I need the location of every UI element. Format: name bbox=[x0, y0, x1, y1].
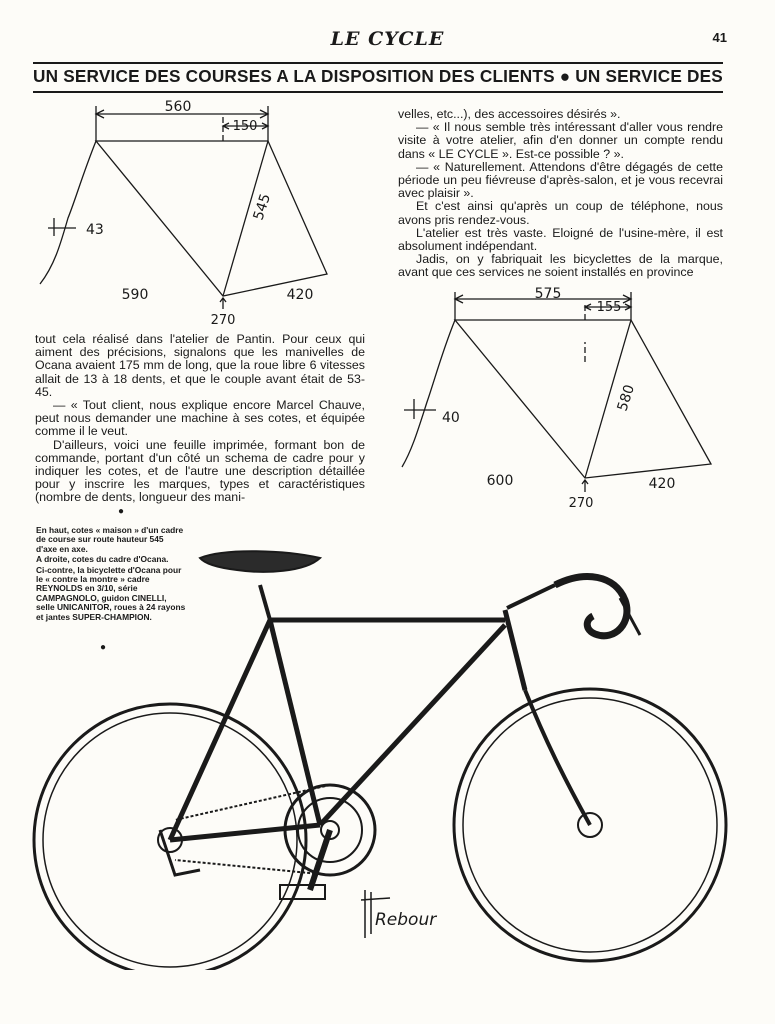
dim-seat-tube: 545 bbox=[250, 191, 275, 223]
paragraph: D'ailleurs, voici une feuille imprimée, formant bon de commande, portant d'un côté un schema de cadre pour y indiquer les cotes, et de l'autre une description détaillée pour y inscrire les marques, types et caractéristiques (nombre de dents, longueur des mani- bbox=[35, 437, 365, 505]
artist-signature bbox=[361, 890, 437, 938]
pedal bbox=[280, 885, 325, 899]
stem bbox=[507, 585, 555, 608]
paragraph: — « Tout client, nous explique encore Marcel Chauve, peut nous demander une machine à ses cotes, et équipée comme il le veut. bbox=[35, 398, 365, 439]
caption-line: En haut, cotes « maison » d'un cadre de course sur route hauteur 545 d'axe en axe. bbox=[36, 525, 184, 554]
frame-diagram-house bbox=[30, 96, 370, 336]
fork bbox=[525, 690, 590, 825]
paragraph: tout cela réalisé dans l'atelier de Pantin. Pour ceux qui aiment des précisions, signalons que les manivelles de Ocana avaient 175 mm de long, que la roue libre 6 vitesses allait de 13 à 18 dents, et que le couple avant était de 53-45. bbox=[35, 332, 365, 399]
paragraph: L'atelier est très vaste. Eloigné de l'usine-mère, il est absolument indépendant. bbox=[398, 225, 723, 254]
page-number: 41 bbox=[712, 30, 727, 45]
signature-text: Rebour bbox=[375, 910, 437, 930]
banner-bottom-rule bbox=[33, 91, 723, 93]
crank-arm bbox=[310, 830, 330, 890]
caption-line: A droite, cotes du cadre d'Ocana. bbox=[36, 554, 169, 565]
left-column-text bbox=[35, 333, 365, 505]
bullet-icon: ● bbox=[118, 506, 125, 517]
dim-down-tube: 600 bbox=[486, 473, 514, 489]
dim-setback: 150 bbox=[232, 119, 258, 134]
dim-down-tube: 590 bbox=[121, 287, 149, 303]
dim-fork-offset: 43 bbox=[86, 222, 104, 238]
magazine-title: LE CYCLE bbox=[330, 28, 445, 50]
dim-top-tube: 560 bbox=[164, 99, 192, 115]
handlebar bbox=[555, 577, 627, 636]
dim-seat-tube: 580 bbox=[614, 382, 639, 414]
paragraph: — « Il nous semble très intéressant d'aller vous rendre visite à votre atelier, afin d'en donner un compte rendu dans « LE CYCLE ». Est-ce possible ? ». bbox=[398, 120, 723, 161]
frame-diagram-ocana bbox=[390, 282, 730, 517]
dim-chainstay: 420 bbox=[286, 287, 314, 303]
paragraph: velles, etc...), des accessoires désirés ». bbox=[398, 107, 621, 121]
dim-setback: 155 bbox=[596, 300, 622, 315]
dim-top-tube: 575 bbox=[534, 286, 562, 302]
bullet-icon: ● bbox=[100, 642, 107, 653]
frame-diagram-house-labels bbox=[86, 99, 313, 328]
caption-line: Ci-contre, la bicyclette d'Ocana pour le « contre la montre » cadre REYNOLDS en 3/10, série CAMPAGNOLO, guidon CINELLI, selle UNICANITOR, roues à 24 rayons et jantes SUPER-CHAMPION. bbox=[36, 564, 186, 622]
dim-fork-offset: 40 bbox=[442, 410, 460, 426]
bike-frame bbox=[170, 610, 525, 840]
dim-bb-height: 270 bbox=[210, 313, 236, 328]
dim-chainstay: 420 bbox=[648, 476, 676, 492]
paragraph: Et c'est ainsi qu'après un coup de téléphone, nous avons pris rendez-vous. bbox=[398, 199, 723, 227]
bicycle-illustration bbox=[25, 530, 745, 970]
paragraph: Jadis, on y fabriquait les bicyclettes de la marque, avant que ces services ne soient installés en province bbox=[398, 252, 723, 280]
dim-bb-height: 270 bbox=[568, 496, 594, 511]
right-column-text bbox=[398, 108, 723, 280]
paragraph: — « Naturellement. Attendons d'être dégagés de cette période un peu fiévreuse d'après-salon, et je vous recevrai avec plaisir ». bbox=[398, 159, 723, 201]
banner-top-rule bbox=[33, 62, 723, 64]
saddle bbox=[200, 551, 320, 572]
section-banner: UN SERVICE DES COURSES A LA DISPOSITION DES CLIENTS ● UN SERVICE DES bbox=[33, 66, 723, 86]
